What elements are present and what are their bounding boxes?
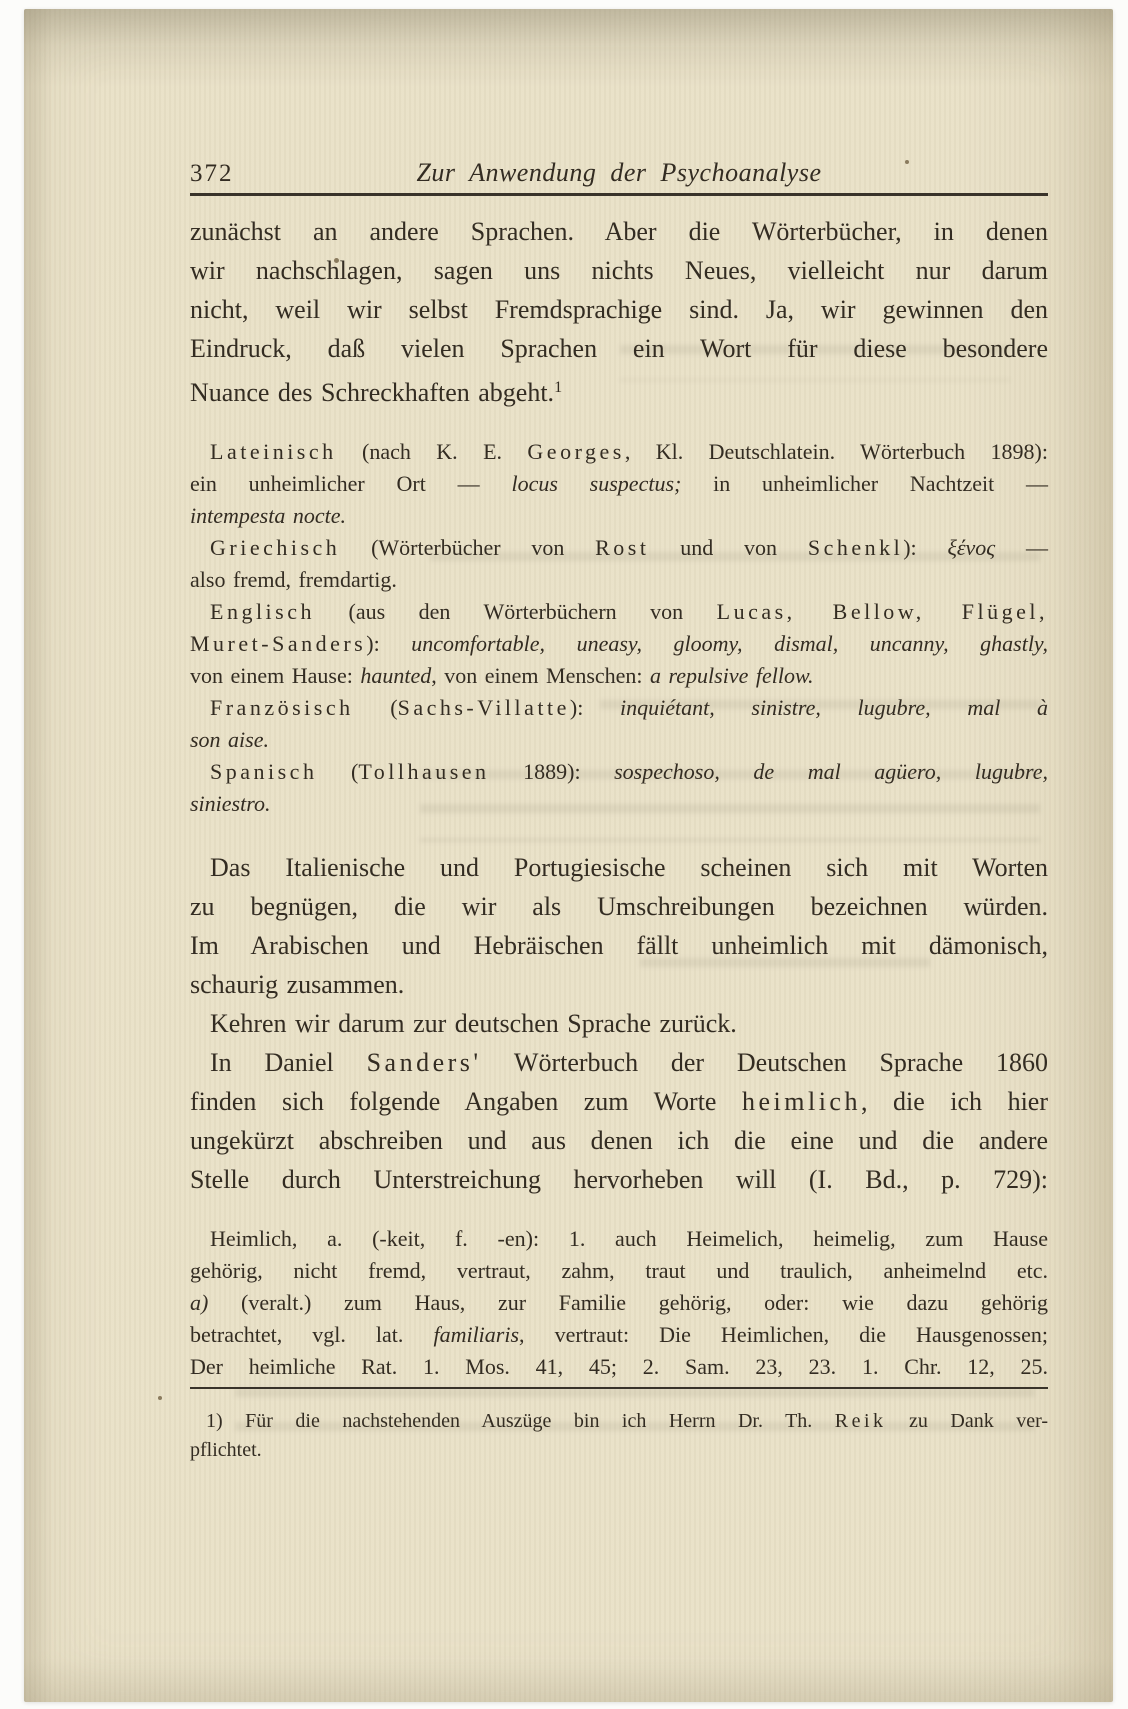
text-segment: ungekürzt abschreiben und aus denen ich die eine und die andere	[190, 1125, 1048, 1155]
text-segment: also fremd, fremdartig.	[190, 566, 397, 592]
text-line	[190, 628, 1048, 660]
text-segment: in unheimlicher Nachtzeit —	[681, 470, 1048, 496]
text-segment: —	[995, 534, 1048, 560]
text-segment: wir nachschlagen, sagen uns nichts Neues, vielleicht nur darum	[190, 256, 1048, 285]
text-segment: (	[317, 758, 359, 784]
text-line	[190, 848, 1048, 887]
text-segment: Stelle durch Unterstreichung hervorheben will (I. Bd., p. 729):	[190, 1164, 1048, 1194]
text-segment: , Kl. Deutschlatein. Wörterbuch 1898):	[624, 438, 1048, 464]
text-segment: 1) Für die nachstehenden Auszüge bin ich Herrn Dr. Th.	[206, 1409, 835, 1432]
text-segment: (	[353, 694, 398, 720]
page-paper	[24, 9, 1113, 1702]
footnote-text	[190, 1389, 1048, 1465]
text-line	[190, 1223, 1048, 1255]
text-line	[190, 1043, 1048, 1082]
text-segment: intempesta nocte.	[190, 502, 346, 528]
text-segment: schaurig zusammen.	[190, 969, 405, 999]
paragraph	[190, 532, 1048, 596]
paragraph	[190, 436, 1048, 532]
text-line	[190, 368, 1048, 412]
text-segment: Das Italienische und Portugiesische scheinen sich mit Worten	[210, 852, 1048, 882]
text-segment: Lateinisch	[210, 438, 337, 464]
text-line	[190, 1407, 1048, 1436]
page-number: 372	[190, 160, 234, 187]
page-body	[190, 212, 1048, 1465]
text-line	[190, 965, 1048, 1004]
text-segment: , die ich hier	[860, 1086, 1048, 1116]
paragraph	[190, 1223, 1048, 1383]
text-segment: Muret-Sanders	[190, 630, 367, 656]
text-column	[190, 212, 1048, 1383]
text-line	[190, 1160, 1048, 1199]
page-header	[190, 150, 1048, 190]
text-segment: nicht, weil wir selbst Fremdsprachige sind. Ja, wir gewinnen den	[190, 295, 1048, 324]
text-line	[190, 500, 1048, 532]
text-segment: Der heimliche Rat. 1. Mos. 41, 45; 2. Sam. 23, 23. 1. Chr. 12, 25.	[190, 1353, 1048, 1379]
text-segment: (Wörterbücher von	[340, 534, 596, 560]
text-line	[190, 564, 1048, 596]
text-line	[190, 788, 1048, 820]
text-segment: 1889):	[489, 758, 615, 784]
paragraph	[190, 596, 1048, 692]
text-line	[190, 1436, 1048, 1465]
text-line	[190, 1004, 1048, 1043]
text-segment: Georges	[527, 438, 625, 464]
text-segment: inquiétant, sinistre, lugubre, mal à	[620, 694, 1048, 720]
text-line	[190, 596, 1048, 628]
paragraph	[190, 1004, 1048, 1043]
paragraph	[190, 848, 1048, 1004]
text-segment: (veralt.) zum Haus, zur Familie gehörig, oder: wie dazu gehörig	[208, 1289, 1048, 1315]
text-segment: Sanders'	[366, 1047, 482, 1077]
text-line	[190, 212, 1048, 251]
text-line	[190, 436, 1048, 468]
text-segment: und von	[649, 534, 808, 560]
text-segment: Sachs-Villatte	[397, 694, 570, 720]
text-segment: a repulsive fellow.	[650, 662, 814, 688]
text-segment: Schenkl	[807, 534, 904, 560]
text-line	[190, 251, 1048, 290]
text-segment: Reik	[834, 1409, 887, 1432]
text-segment: haunted	[360, 662, 432, 688]
text-segment: zunächst an andere Sprachen. Aber die Wörterbücher, in denen	[190, 217, 1048, 246]
text-segment: zu begnügen, die wir als Umschreibungen bezeichnen würden.	[190, 891, 1048, 921]
text-segment: ξένος	[947, 534, 996, 560]
text-line	[190, 468, 1048, 500]
text-line	[190, 1255, 1048, 1287]
text-segment: ):	[366, 630, 412, 656]
footnote-reference: 1	[554, 379, 563, 396]
text-line	[190, 1082, 1048, 1121]
text-line	[190, 660, 1048, 692]
text-segment: In Daniel	[210, 1047, 367, 1077]
text-segment: finden sich folgende Angaben zum Worte	[190, 1086, 742, 1116]
paper-speck	[158, 1396, 162, 1400]
text-segment: ):	[903, 534, 948, 560]
text-segment: betrachtet, vgl. lat.	[190, 1321, 434, 1347]
text-segment: locus suspectus;	[511, 470, 682, 496]
text-segment: Rost	[595, 534, 650, 560]
text-line	[190, 329, 1048, 368]
text-segment: son aise.	[190, 726, 269, 752]
text-line	[190, 756, 1048, 788]
text-segment: sospechoso, de mal agüero, lugubre,	[614, 758, 1048, 784]
text-segment: , von einem Menschen:	[431, 662, 651, 688]
text-segment: (aus den Wörterbüchern von	[315, 598, 717, 624]
text-line	[190, 1319, 1048, 1351]
text-segment: siniestro.	[190, 790, 271, 816]
text-segment: heimlich	[742, 1086, 861, 1116]
text-line	[190, 692, 1048, 724]
text-segment: ein unheimlicher Ort —	[190, 470, 512, 496]
text-segment: (nach K. E.	[336, 438, 528, 464]
running-title: Zur Anwendung der Psychoanalyse	[416, 158, 822, 187]
text-segment: ):	[569, 694, 621, 720]
text-line	[190, 887, 1048, 926]
text-segment: Nuance des Schreckhaften abgeht.	[190, 377, 555, 407]
text-segment: uncomfortable, uneasy, gloomy, dismal, uncanny, ghastly,	[411, 630, 1048, 656]
text-line	[190, 724, 1048, 756]
text-segment: gehörig, nicht fremd, vertraut, zahm, traut und traulich, anheimelnd etc.	[190, 1257, 1048, 1283]
footnote	[190, 1387, 1048, 1465]
text-segment: Kehren wir darum zur deutschen Sprache zurück.	[210, 1008, 737, 1038]
text-segment: Englisch	[210, 598, 315, 624]
text-segment: zu Dank ver-	[886, 1409, 1048, 1432]
text-line	[190, 926, 1048, 965]
text-segment: Griechisch	[210, 534, 341, 560]
header-rule	[190, 193, 1048, 196]
text-segment: Französisch	[210, 694, 354, 720]
text-line	[190, 532, 1048, 564]
text-segment: a)	[190, 1289, 209, 1315]
text-segment: Wörterbuch der Deutschen Sprache 1860	[481, 1047, 1048, 1077]
text-line	[190, 1287, 1048, 1319]
text-segment: Eindruck, daß vielen Sprachen ein Wort für diese besondere	[190, 334, 1048, 363]
text-segment: , vertraut: Die Heimlichen, die Hausgenossen;	[519, 1321, 1048, 1347]
paragraph	[190, 212, 1048, 412]
text-segment: Heimlich, a. (-keit, f. -en): 1. auch Heimelich, heimelig, zum Hause	[210, 1225, 1048, 1251]
paragraph	[190, 1043, 1048, 1199]
text-segment: Tollhausen	[358, 758, 490, 784]
text-segment: pflichtet.	[190, 1438, 262, 1461]
text-segment: von einem Hause:	[190, 662, 361, 688]
text-segment: Lucas, Bellow, Flügel,	[716, 598, 1048, 624]
text-segment: Im Arabischen und Hebräischen fällt unheimlich mit dämonisch,	[190, 930, 1048, 960]
paragraph	[190, 756, 1048, 820]
text-line	[190, 290, 1048, 329]
text-segment: Spanisch	[210, 758, 318, 784]
paragraph	[190, 692, 1048, 756]
text-line	[190, 1351, 1048, 1383]
text-line	[190, 1121, 1048, 1160]
text-segment: familiaris	[433, 1321, 520, 1347]
